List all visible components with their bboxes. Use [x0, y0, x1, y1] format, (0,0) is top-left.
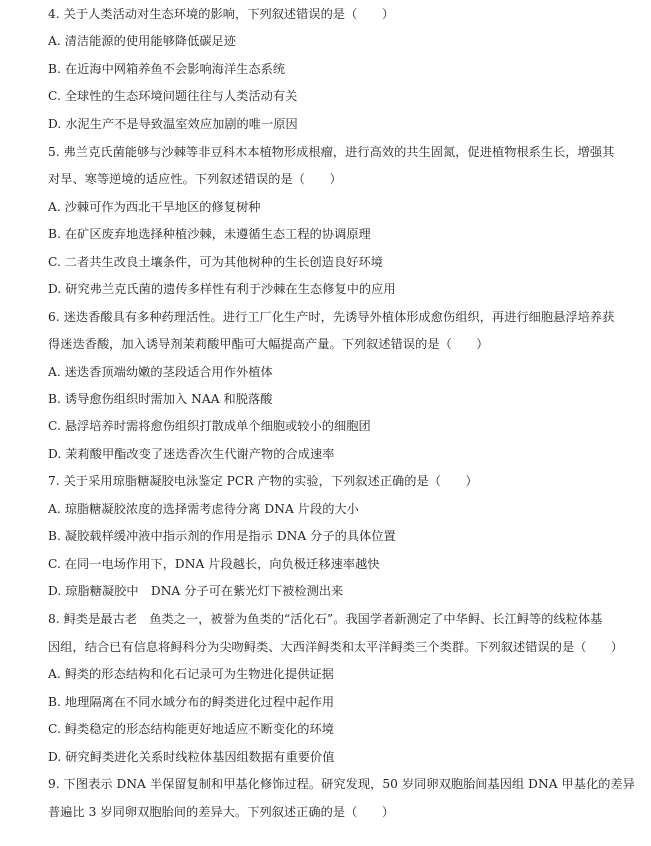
question-6-stem-line-1: 6. 迷迭香酸具有多种药理活性。进行工厂化生产时，先诱导外植体形成愈伤组织，再进行细胞悬浮培养获 [48, 310, 615, 324]
question-6-option-b: B. 诱导愈伤组织时需加入 NAA 和脱落酸 [48, 392, 273, 406]
question-4-option-a: A. 清洁能源的使用能够降低碳足迹 [48, 34, 237, 48]
question-7-stem-line-1: 7. 关于采用琼脂糖凝胶电泳鉴定 PCR 产物的实验，下列叙述正确的是（ ） [48, 474, 478, 488]
question-8-stem-line-1: 8. 鲟类是最古老 鱼类之一，被誉为鱼类的“活化石”。我国学者新测定了中华鲟、长江鲟等的线粒体基 [48, 612, 603, 626]
question-4-option-b: B. 在近海中网箱养鱼不会影响海洋生态系统 [48, 62, 286, 76]
question-5-stem-line-1: 5. 弗兰克氏菌能够与沙棘等非豆科木本植物形成根瘤，进行高效的共生固氮，促进植物根系生长，增强其 [48, 145, 615, 159]
question-8-option-c: C. 鲟类稳定的形态结构能更好地适应不断变化的环境 [48, 722, 335, 736]
question-7-option-b: B. 凝胶载样缓冲液中指示剂的作用是指示 DNA 分子的具体位置 [48, 529, 396, 543]
question-7-option-c: C. 在同一电场作用下，DNA 片段越长，向负极迁移速率越快 [48, 557, 380, 571]
question-4-stem-line-1: 4. 关于人类活动对生态环境的影响，下列叙述错误的是（ ） [48, 7, 395, 21]
question-8-option-d: D. 研究鲟类进化关系时线粒体基因组数据有重要价值 [48, 750, 335, 764]
question-6-option-d: D. 茉莉酸甲酯改变了迷迭香次生代谢产物的合成速率 [48, 447, 335, 461]
question-5-option-a: A. 沙棘可作为西北干旱地区的修复树种 [48, 200, 261, 214]
question-4-option-d: D. 水泥生产不是导致温室效应加剧的唯一原因 [48, 117, 298, 131]
question-9-stem-line-1: 9. 下图表示 DNA 半保留复制和甲基化修饰过程。研究发现，50 岁同卵双胞胎间基因组 DNA 甲基化的差异 [48, 777, 635, 791]
question-8-stem-line-2: 因组，结合已有信息将鲟科分为尖吻鲟类、大西洋鲟类和太平洋鲟类三个类群。下列叙述错误的是（ ） [48, 640, 624, 654]
question-8-option-b: B. 地理隔离在不同水域分布的鲟类进化过程中起作用 [48, 695, 335, 709]
question-6-option-c: C. 悬浮培养时需将愈伤组织打散成单个细胞或较小的细胞团 [48, 419, 371, 433]
question-6-stem-line-2: 得迷迭香酸，加入诱导剂茉莉酸甲酯可大幅提高产量。下列叙述错误的是（ ） [48, 337, 489, 351]
question-5-stem-line-2: 对旱、寒等逆境的适应性。下列叙述错误的是（ ） [48, 172, 342, 186]
question-9-stem-line-2: 普遍比 3 岁同卵双胞胎间的差异大。下列叙述正确的是（ ） [48, 805, 395, 819]
question-5-option-b: B. 在矿区废弃地选择种植沙棘，未遵循生态工程的协调原理 [48, 227, 371, 241]
question-5-option-d: D. 研究弗兰克氏菌的遗传多样性有利于沙棘在生态修复中的应用 [48, 282, 396, 296]
question-7-option-d: D. 琼脂糖凝胶中 DNA 分子可在紫光灯下被检测出来 [48, 584, 344, 598]
question-6-option-a: A. 迷迭香顶端幼嫩的茎段适合用作外植体 [48, 365, 273, 379]
question-5-option-c: C. 二者共生改良土壤条件，可为其他树种的生长创造良好环境 [48, 255, 383, 269]
question-7-option-a: A. 琼脂糖凝胶浓度的选择需考虑待分离 DNA 片段的大小 [48, 502, 359, 516]
question-8-option-a: A. 鲟类的形态结构和化石记录可为生物进化提供证据 [48, 667, 334, 681]
question-4-option-c: C. 全球性的生态环境问题往往与人类活动有关 [48, 89, 298, 103]
